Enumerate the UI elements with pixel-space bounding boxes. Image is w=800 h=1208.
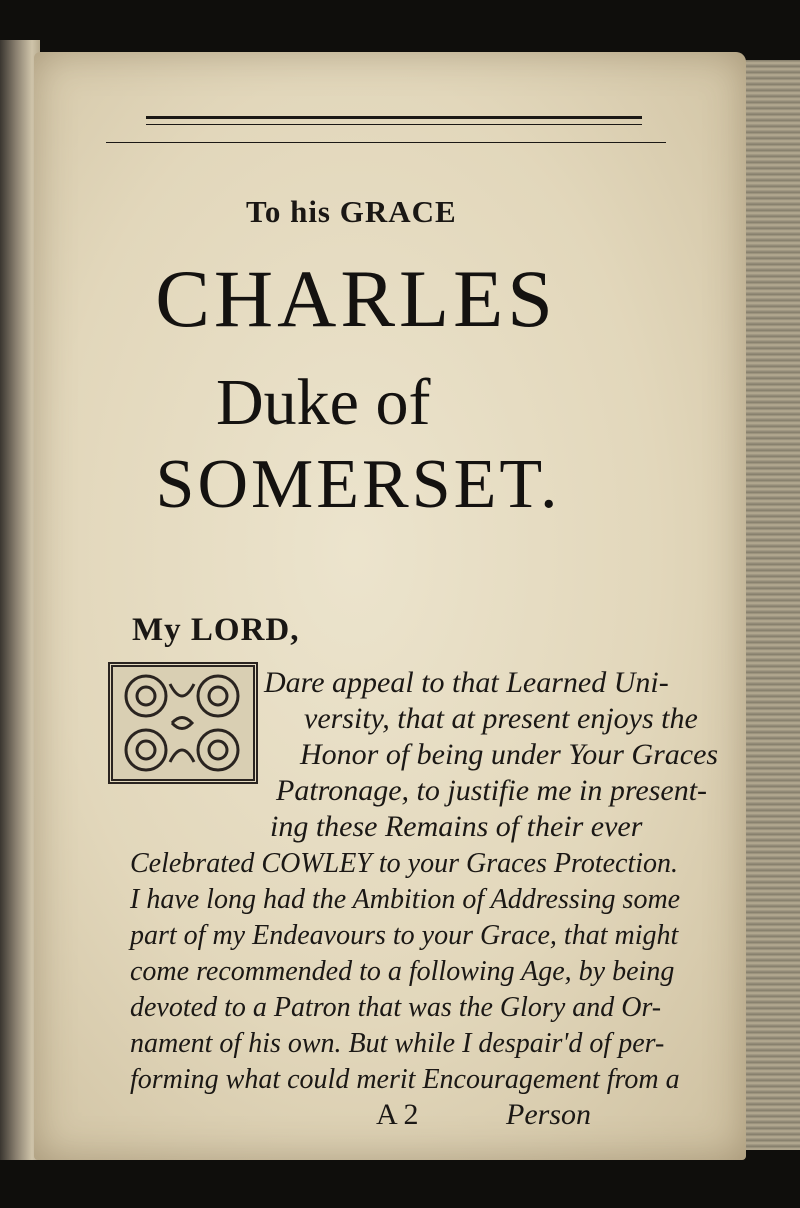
ornamental-initial-icon: [108, 662, 258, 784]
dedicatee-title: Duke of: [216, 366, 431, 439]
catchword: Person: [506, 1098, 591, 1131]
dedicatee-name: CHARLES: [155, 253, 557, 344]
header-rule-thick: [146, 116, 642, 119]
text-line: versity, that at present enjoys the: [304, 702, 698, 735]
dedication-to-line: To his GRACE: [246, 194, 457, 229]
text-line: nament of his own. But while I despair'd of per-: [130, 1028, 665, 1059]
text-line: ing these Remains of their ever: [270, 810, 643, 843]
text-line: Dare appeal to that Learned Uni-: [264, 666, 669, 699]
text-line: part of my Endeavours to your Grace, that might: [130, 920, 679, 951]
header-rule-lower: [106, 142, 666, 143]
signature-mark: A 2: [376, 1098, 419, 1131]
text-line: forming what could merit Encouragement from a: [130, 1064, 680, 1095]
dedicatee-place: SOMERSET.: [155, 446, 561, 523]
text-line: Patronage, to justifie me in present-: [276, 774, 708, 807]
text-line: Celebrated COWLEY to your Graces Protection.: [130, 848, 679, 879]
text-line: I have long had the Ambition of Addressing some: [130, 884, 681, 915]
text-line: come recommended to a following Age, by being: [130, 956, 675, 987]
right-page-edges: [740, 60, 800, 1150]
salutation: My LORD,: [132, 612, 300, 648]
header-rule-thin: [146, 124, 642, 125]
text-line: devoted to a Patron that was the Glory and Or-: [130, 992, 662, 1023]
text-line: Honor of being under Your Graces: [300, 738, 719, 771]
